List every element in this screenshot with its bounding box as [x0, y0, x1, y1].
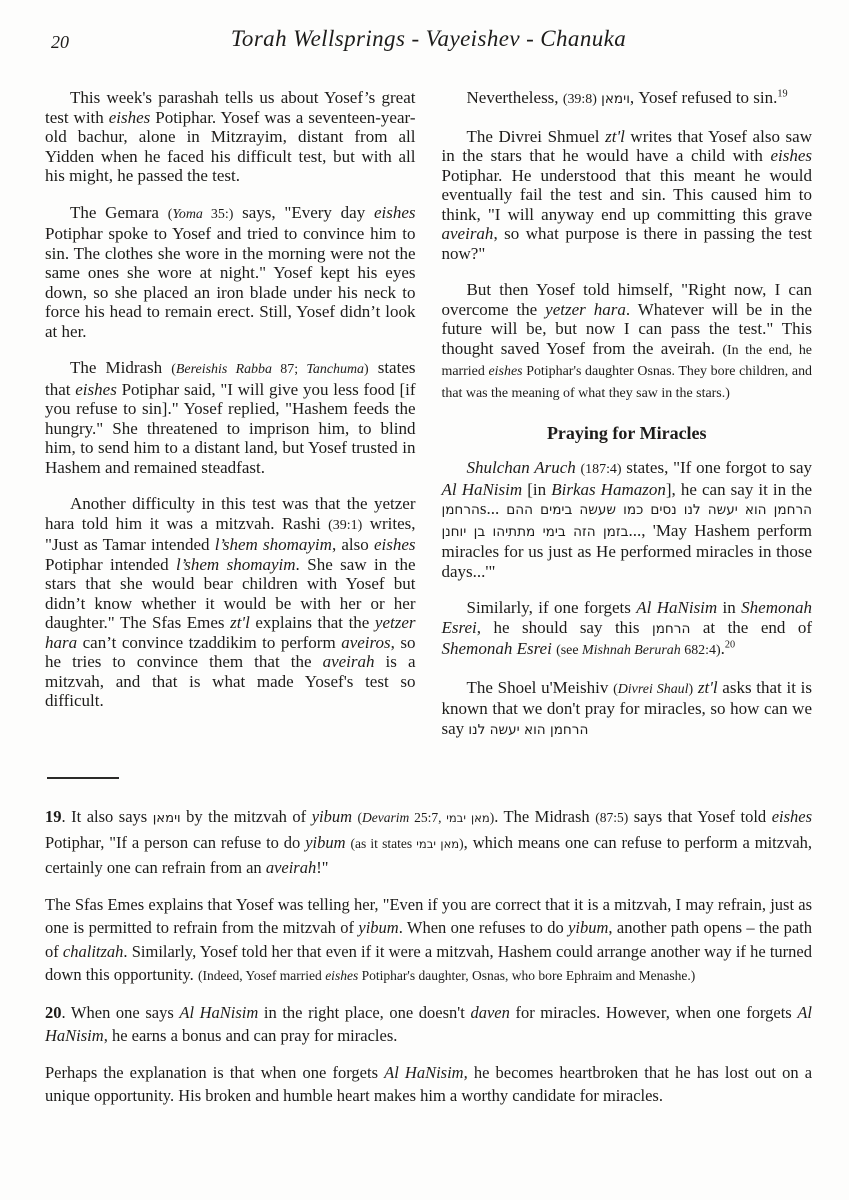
text-segment: (	[167, 206, 173, 222]
text-segment: , so what purpose is there in passing the test now?"	[441, 224, 812, 263]
text-segment: states, "If one forgot to say	[621, 458, 812, 477]
text-segment: zt'l	[230, 613, 250, 632]
text-segment: . When one refuses to do	[398, 918, 569, 937]
text-segment: in	[717, 598, 742, 617]
text-segment: eishes	[488, 364, 523, 379]
text-segment: yibum	[568, 918, 609, 937]
text-segment: הרחמן הוא יעשה לנו נסים כמו שעשה בימים ההם בזמן הזה בימי מתתיהו בן יוחנן	[441, 502, 813, 540]
text-segment: (187:4)	[580, 462, 622, 477]
text-segment: explains that the	[249, 613, 375, 632]
text-segment: eishes	[108, 107, 151, 127]
page-number: 20	[51, 32, 69, 52]
text-segment: Potiphar intended	[45, 554, 177, 574]
text-segment: Al HaNisim	[179, 1002, 259, 1022]
text-segment: for miracles. However, when one forgets	[509, 1002, 798, 1022]
text-segment: , he should say this	[476, 617, 652, 637]
paragraph	[442, 280, 813, 403]
text-segment: מאן יבמי	[446, 811, 490, 825]
text-segment: eishes	[373, 535, 416, 554]
paragraph	[442, 88, 813, 110]
text-segment: !"	[316, 858, 329, 877]
text-segment: can’t convince tzaddikim to perform	[77, 632, 342, 652]
text-segment: Potiphar. Yosef was a seventeen-year-old bachur, alone in Mitzrayim, distant from all Yidden when he faced his difficult test, but with all his might, he passed the test.	[45, 107, 416, 185]
text-segment: Bereishis Rabba	[175, 362, 272, 377]
text-segment: aveirah	[322, 652, 375, 671]
text-segment: (39:1)	[328, 517, 363, 533]
paragraph	[45, 203, 416, 342]
text-segment: yibum	[358, 918, 399, 937]
text-segment: Al HaNisim,	[384, 1062, 468, 1082]
text-segment: says that Yosef told	[628, 807, 772, 826]
text-segment: The Divrei Shmuel	[466, 126, 606, 146]
text-segment: Similarly, if one forgets	[466, 598, 637, 617]
text-segment: Potiphar said, "I will give you less food [if you refuse to sin]." Yosef replied, "Hashem feeds the hungry." She threatened to imprison him, to blind him, to send him to a distant land, but Yosef trusted in Hashem and remained steadfast.	[45, 379, 416, 477]
text-segment: וימאן	[601, 91, 630, 107]
text-segment: Potiphar spoke to Yosef and tried to convince him to sin. The clothes she wore in the morning were not the same ones she wore at night." Yosef kept his eyes down, so she placed an iron blade under his neck to force his head to remain erect. Still, Yosef didn’t look at her.	[45, 224, 416, 341]
text-segment: , he earns a bonus and can pray for miracles.	[103, 1026, 398, 1045]
text-segment: l’shem shomayim	[176, 554, 296, 574]
text-segment: Shemonah Esrei	[441, 598, 812, 637]
text-segment: הרחמן הוא יעשה לנו	[468, 721, 589, 738]
text-segment: Al HaNisim	[636, 598, 718, 617]
text-segment: states that	[45, 358, 416, 399]
text-segment: daven	[470, 1002, 510, 1022]
text-segment: (	[613, 681, 618, 697]
text-segment: Another difficulty in this test was that the yetzer hara told him it was a mitzvah. Rashi	[45, 494, 416, 533]
text-segment: This week's parashah tells us about Yosef’s great test with	[45, 88, 416, 127]
text-segment: . Similarly, Yosef told her that even if it were a mitzvah, Hashem could arrange another way if he turned down this opportunity.	[45, 941, 812, 984]
text-segment: The Midrash	[70, 358, 172, 377]
text-segment: yetzer hara	[45, 613, 416, 652]
text-segment: Nevertheless,	[466, 88, 563, 107]
paragraph	[45, 805, 812, 880]
text-segment: The Sfas Emes explains that Yosef was telling her, "Even if you are correct that it is a mitzvah, I may refrain, just as one is permitted to refrain from the mitzvah of	[45, 894, 812, 937]
text-segment: in the right place, one doesn't	[258, 1002, 471, 1022]
text-segment: 19	[45, 807, 62, 826]
text-segment: aveirah	[441, 224, 494, 243]
text-segment: yetzer hara	[545, 299, 626, 319]
text-segment: [in	[522, 479, 552, 499]
body-columns	[45, 88, 812, 757]
text-segment: Divrei Shaul	[617, 681, 689, 697]
text-segment: (as it states	[350, 835, 417, 851]
paragraph	[45, 1001, 812, 1048]
text-segment: , also	[331, 535, 374, 554]
text-segment: 682:4)	[680, 643, 721, 658]
text-segment: eishes	[325, 968, 359, 983]
text-segment: eishes	[373, 202, 416, 222]
footnotes	[45, 805, 812, 1108]
text-segment: by the mitzvah of	[180, 807, 312, 826]
text-segment: (39:8)	[562, 92, 597, 107]
text-segment: yibum	[311, 807, 353, 826]
paragraph	[442, 598, 813, 661]
text-segment: The Shoel u'Meishiv	[466, 677, 614, 697]
text-segment: Praying for Miracles	[546, 423, 707, 443]
text-segment: eishes	[75, 379, 117, 399]
text-segment: Birkas Hamazon	[551, 479, 666, 499]
text-segment: 19	[777, 88, 788, 100]
text-segment: The Gemara	[70, 202, 168, 222]
text-segment: Mishnah Berurah	[582, 643, 681, 658]
text-segment: eishes	[771, 807, 813, 826]
text-segment: , another path opens – the path of	[45, 918, 812, 961]
paragraph	[45, 88, 416, 186]
text-segment: Potiphar. He understood that this meant he would eventually fail the test and sin. This caused him to think, "I will anyway end up committing this grave	[441, 165, 812, 224]
text-segment: Potiphar's daughter, Osnas, who bore Ephraim and Menashe.)	[358, 968, 696, 983]
text-segment: says, "Every day	[233, 202, 374, 222]
text-segment: 25:7,	[409, 810, 447, 825]
text-segment: aveiros	[341, 632, 391, 652]
text-segment: writes, "Just as Tamar intended	[45, 513, 416, 554]
text-segment: (Indeed, Yosef married	[197, 968, 326, 983]
text-segment: וימאן	[152, 811, 181, 826]
paragraph	[45, 893, 812, 988]
text-segment: . When one says	[61, 1002, 180, 1022]
text-segment: is a mitzvah, and that is what made Yosef's test so difficult.	[45, 652, 416, 710]
text-segment: s...	[479, 499, 507, 518]
text-segment: , so he tries to convince them that the	[45, 632, 416, 671]
paragraph	[442, 127, 813, 264]
text-segment: 20	[724, 639, 736, 651]
paragraph	[45, 358, 416, 477]
text-segment: Shulchan Aruch	[466, 458, 576, 477]
text-segment: aveirah	[265, 858, 317, 877]
text-segment: writes that Yosef also saw in the stars that he would have a child with	[441, 126, 812, 165]
text-segment: l’shem shomayim	[214, 535, 332, 554]
text-segment: zt'l	[697, 677, 718, 697]
text-segment: , which means one can refuse to perform a mitzvah, certainly one can refrain from an	[45, 832, 813, 877]
text-segment: מאן יבמי	[416, 836, 460, 851]
text-segment: 35:)	[202, 206, 234, 222]
text-segment: (87:5)	[595, 810, 629, 825]
section-heading	[442, 423, 813, 443]
text-segment: he becomes heartbroken that he has lost out on a unique opportunity. His broken and humble heart makes him a worthy candidate for miracles.	[45, 1062, 813, 1105]
text-segment: (In the end, he married	[441, 342, 812, 379]
paragraph	[45, 1061, 812, 1108]
paragraph	[442, 458, 813, 581]
text-segment: chalitzah	[62, 941, 124, 961]
text-segment: zt'l	[605, 126, 625, 146]
text-segment: .	[720, 639, 725, 658]
text-segment: . She saw in the stars that she would bear children with Yosef but didn’t know whether it would be with her or her daughter." The Sfas Emes	[45, 554, 416, 632]
text-segment: Al HaNisim	[45, 1002, 812, 1045]
column-left	[45, 88, 416, 757]
text-segment: asks that it is known that we don't pray for miracles, so how can we say	[441, 677, 812, 738]
text-segment: eishes	[770, 146, 812, 165]
text-segment: Devarim	[362, 810, 410, 825]
text-segment: Potiphar's daughter Osnas. They bore children, and that was the meaning of what they saw in the stars.)	[441, 364, 813, 401]
text-segment: , Yosef refused to sin.	[629, 88, 778, 107]
footnote-separator	[47, 777, 119, 779]
text-segment: ], he can say it in the	[665, 479, 813, 499]
text-segment: )	[363, 362, 369, 377]
text-segment: 20	[45, 1002, 62, 1022]
text-segment: Shemonah Esrei	[441, 639, 552, 658]
text-segment: הרחמן	[441, 502, 480, 518]
text-segment: )	[459, 835, 464, 851]
text-segment: (	[171, 362, 176, 377]
paragraph	[45, 494, 416, 711]
text-segment: (see	[556, 643, 582, 658]
text-segment: . Whatever will be in the future will be, but now I can pass the test." This thought saved Yosef from the aveirah.	[441, 299, 812, 358]
text-segment: yibum	[305, 832, 346, 852]
column-right	[442, 88, 813, 757]
text-segment: Yoma	[172, 206, 203, 222]
text-segment: Al HaNisim	[441, 479, 523, 499]
page-header	[45, 24, 812, 68]
page-title: Torah Wellsprings - Vayeishev - Chanuka	[230, 26, 627, 51]
text-segment: )	[489, 810, 495, 825]
text-segment: Potiphar, "If a person can refuse to do	[45, 832, 306, 852]
text-segment: . The Midrash	[494, 807, 596, 826]
text-segment: 87;	[271, 362, 307, 377]
text-segment: )	[688, 681, 694, 697]
text-segment: Perhaps the explanation is that when one forgets	[45, 1062, 385, 1082]
text-segment: Tanchuma	[306, 362, 364, 377]
text-segment: . It also says	[61, 807, 153, 826]
text-segment: הרחמן	[651, 620, 691, 637]
text-segment: But then Yosef told himself, "Right now, I can overcome the	[441, 280, 812, 319]
text-segment: ..., 'May Hashem perform miracles for us just as He performed miracles in those days...'"	[441, 520, 812, 581]
text-segment: at the end of	[690, 617, 812, 637]
text-segment: (	[357, 810, 363, 825]
paragraph	[442, 678, 813, 741]
